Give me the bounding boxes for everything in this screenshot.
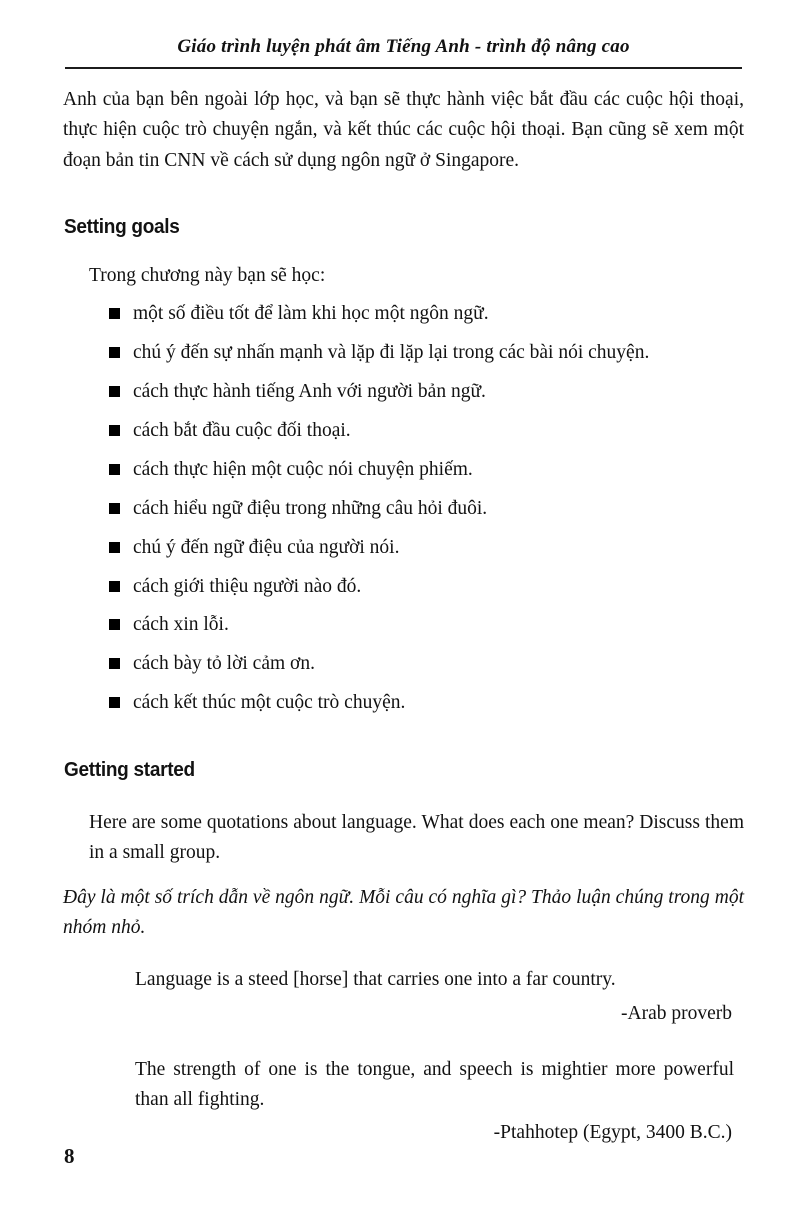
running-head-title: Giáo trình luyện phát âm Tiếng Anh - trình độ nâng cao	[177, 36, 630, 57]
goal-text: cách kết thúc một cuộc trò chuyện.	[133, 692, 406, 714]
goal-text: cách thực hành tiếng Anh với người bản ngữ.	[133, 381, 486, 403]
goal-item	[109, 649, 744, 679]
bullet-square-icon	[109, 581, 120, 592]
bullet-square-icon	[109, 308, 120, 319]
goal-item	[109, 610, 744, 640]
goal-text: cách bắt đầu cuộc đối thoại.	[133, 419, 351, 441]
bullet-square-icon	[109, 347, 120, 358]
section-heading-setting-goals: Setting goals	[64, 216, 180, 239]
instructions-en: Here are some quotations about language. What does each one mean? Discuss them in a small group.	[89, 811, 744, 864]
goal-text: cách xin lỗi.	[133, 614, 229, 636]
page-number: 8	[64, 1144, 75, 1168]
bullet-square-icon	[109, 542, 120, 553]
goal-item	[109, 299, 744, 329]
intro-paragraph: Anh của bạn bên ngoài lớp học, và bạn sẽ thực hành việc bắt đầu các cuộc hội thoại, thực hiện cuộc trò chuyện ngắn, và kết thúc các cuộc hội thoại. Bạn cũng sẽ xem một đoạn bản tin CNN về cách sử dụng ngôn ngữ ở Singapore.	[63, 89, 744, 171]
bullet-square-icon	[109, 658, 120, 669]
section-heading-getting-started: Getting started	[64, 758, 195, 781]
bullet-square-icon	[109, 425, 120, 436]
quote-text: The strength of one is the tongue, and speech is mightier more powerful than all fighting.	[135, 1058, 734, 1110]
quote-attribution: -Arab proverb	[621, 1002, 732, 1024]
goal-item	[109, 377, 744, 407]
goals-lead: Trong chương này bạn sẽ học:	[89, 265, 326, 287]
goal-item	[109, 572, 744, 602]
goals-list	[63, 299, 744, 718]
bullet-square-icon	[109, 464, 120, 475]
header-rule	[65, 67, 742, 69]
bullet-square-icon	[109, 386, 120, 397]
goal-text: cách giới thiệu người nào đó.	[133, 575, 362, 597]
goal-item	[109, 455, 744, 485]
bullet-square-icon	[109, 697, 120, 708]
goal-item	[109, 494, 744, 524]
goal-text: một số điều tốt để làm khi học một ngôn ngữ.	[133, 303, 489, 325]
goal-item	[109, 416, 744, 446]
goal-text: cách bày tỏ lời cảm ơn.	[133, 653, 315, 675]
quote-attribution: -Ptahhotep (Egypt, 3400 B.C.)	[493, 1122, 732, 1144]
instructions-vi: Đây là một số trích dẫn về ngôn ngữ. Mỗi câu có nghĩa gì? Thảo luận chúng trong một nhóm nhỏ.	[63, 886, 744, 938]
bullet-square-icon	[109, 503, 120, 514]
bullet-square-icon	[109, 619, 120, 630]
goal-text: cách thực hiện một cuộc nói chuyện phiếm.	[133, 458, 473, 480]
goal-item	[109, 338, 744, 368]
goal-item	[109, 688, 744, 718]
goal-item	[109, 533, 744, 563]
quote-text: Language is a steed [horse] that carries one into a far country.	[135, 969, 616, 991]
goal-text: chú ý đến sự nhấn mạnh và lặp đi lặp lại trong các bài nói chuyện.	[133, 342, 650, 364]
goal-text: cách hiểu ngữ điệu trong những câu hỏi đuôi.	[133, 497, 488, 519]
goal-text: chú ý đến ngữ điệu của người nói.	[133, 536, 400, 558]
